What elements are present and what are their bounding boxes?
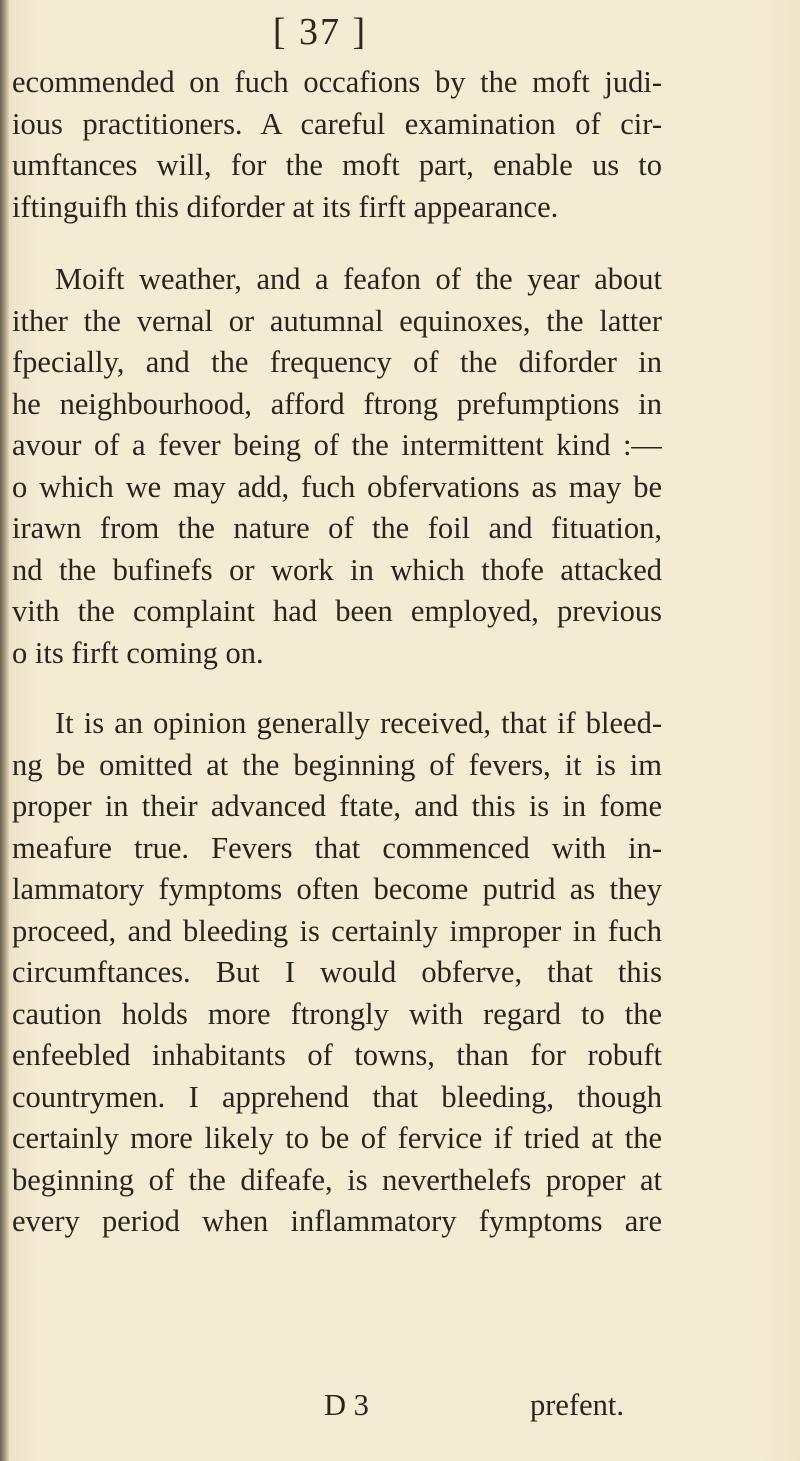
paragraph-gap	[12, 228, 662, 259]
paragraph-1	[12, 62, 662, 228]
paragraph-gap	[12, 674, 662, 703]
text-line: o which we may add, fuch obfervations as may be	[12, 469, 662, 504]
text-line: ither the vernal or autumnal equinoxes, the latter	[12, 303, 662, 338]
body-text	[12, 62, 662, 1243]
text-line: ng be omitted at the beginning of fevers, it is im	[12, 747, 662, 782]
text-line: caution holds more ftrongly with regard to the	[12, 996, 662, 1031]
text-line: proceed, and bleeding is certainly improper in fuch	[12, 913, 662, 948]
text-line: avour of a fever being of the intermittent kind :—	[12, 428, 662, 462]
text-line: umftances will, for the moft part, enable us to	[12, 148, 662, 182]
text-line: iftinguifh this diforder at its firft appearance.	[12, 189, 559, 224]
text-line: proper in their advanced ftate, and this is in fome	[12, 789, 662, 823]
page-number-header: [ 37 ]	[272, 11, 368, 53]
text-line: Moift weather, and a feafon of the year about	[55, 262, 662, 296]
page-binding-edge	[0, 0, 9, 1461]
text-line: nd the bufinefs or work in which thofe attacked	[12, 552, 662, 587]
text-line: every period when inflammatory fymptoms are	[12, 1204, 662, 1238]
text-line: circumftances. But I would obferve, that this	[12, 955, 662, 989]
paragraph-2	[12, 259, 662, 674]
catchword: prefent.	[530, 1388, 624, 1422]
text-line: fpecially, and the frequency of the diforder in	[12, 345, 662, 379]
text-line: ious practitioners. A careful examination of cir-	[12, 106, 662, 141]
text-line: vith the complaint had been employed, previous	[12, 594, 662, 628]
signature-mark: D 3	[324, 1388, 369, 1422]
text-line: countrymen. I apprehend that bleeding, though	[12, 1079, 662, 1114]
text-line: irawn from the nature of the foil and fituation,	[12, 511, 662, 545]
text-line: ecommended on fuch occafions by the moft judi-	[12, 65, 662, 99]
text-line: beginning of the difeafe, is neverthelefs proper at	[12, 1162, 662, 1197]
page-footer	[0, 1383, 800, 1427]
text-line: certainly more likely to be of fervice if tried at the	[12, 1121, 662, 1155]
text-line: lammatory fymptoms often become putrid as they	[12, 872, 662, 906]
paragraph-3	[12, 703, 662, 1243]
text-line: It is an opinion generally received, that if bleed-	[55, 706, 662, 740]
text-line: he neighbourhood, afford ftrong prefumptions in	[12, 386, 662, 421]
text-line: o its firft coming on.	[12, 635, 264, 670]
text-line: enfeebled inhabitants of towns, than for robuft	[12, 1038, 662, 1072]
text-line: meafure true. Fevers that commenced with in-	[12, 830, 662, 865]
